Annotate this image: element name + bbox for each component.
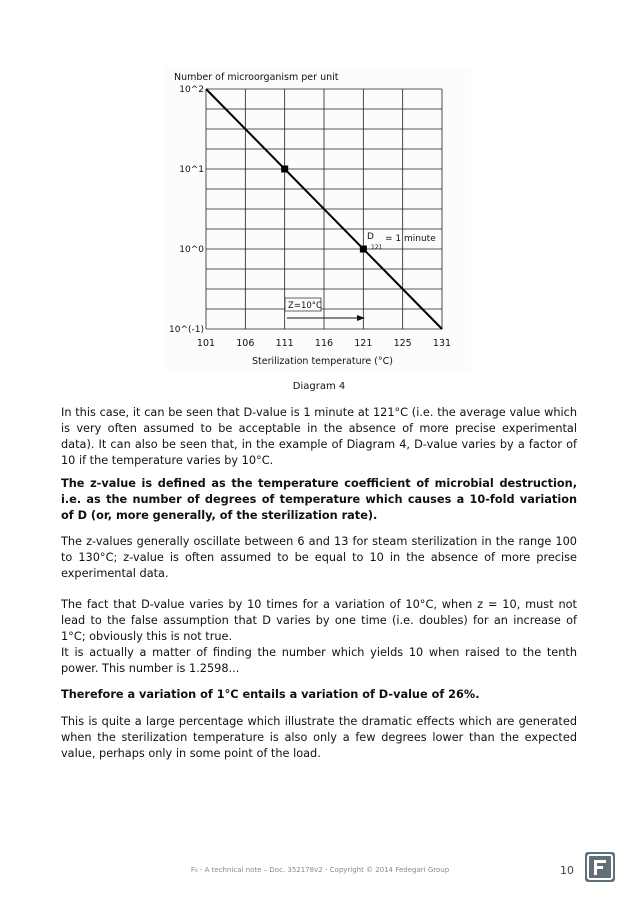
paragraph-text: The z-value is defined as the temperature coefficient of microbial destruction, i.e. as the number of degrees of temperature which causes a 10-fold variation of D (or, more generally, of the sterilization rate). <box>61 477 577 523</box>
d-annotation-letter: D <box>367 232 374 242</box>
y-tick-label: 10^2 <box>179 85 204 95</box>
x-axis-label: Sterilization temperature (°C) <box>252 356 393 367</box>
diagram-figure <box>165 66 471 372</box>
paragraph-text: It is actually a matter of finding the number which yields 10 when raised to the tenth power. This number is 1.2598... <box>61 646 577 676</box>
x-tick-label: 106 <box>236 338 255 349</box>
paragraph-text: Therefore a variation of 1°C entails a variation of D-value of 26%. <box>61 688 480 701</box>
y-tick-label: 10^0 <box>179 245 204 255</box>
data-point-marker <box>281 166 288 173</box>
x-tick-label: 116 <box>314 338 334 349</box>
x-tick-label: 111 <box>275 338 294 349</box>
page-number: 10 <box>560 864 574 877</box>
x-tick-label: 125 <box>393 338 412 349</box>
paragraph-text: The fact that D-value varies by 10 times for a variation of 10°C, when z = 10, must not lead to the false assumption that D varies by one time (i.e. doubles) for an increase of 1°C; obviously this is not true. <box>61 598 577 644</box>
paragraph-d-value <box>61 405 577 469</box>
z-annotation-text: Z=10°C <box>288 301 322 311</box>
d-annotation-subscript: 121 <box>371 244 383 251</box>
paragraph-z-definition <box>61 476 577 524</box>
paragraph-text: In this case, it can be seen that D-value is 1 minute at 121°C (i.e. the average value which is very often assumed to be acceptable in the absence of more precise experimental data). It can also be seen that, in the example of Diagram 4, D-value varies by a factor of 10 if the temperature varies by 10°C. <box>61 406 577 468</box>
figure-caption: Diagram 4 <box>292 381 346 392</box>
d-annotation-text: = 1 minute <box>385 234 436 244</box>
x-tick-label: 101 <box>196 338 216 349</box>
paragraph-text: The z-values generally oscillate between 6 and 13 for steam sterilization in the range 100 to 130°C; z-value is often assumed to be equal to 10 in the absence of more precise experimental data. <box>61 535 577 581</box>
fedegari-logo-icon <box>585 852 615 882</box>
chart-title: Number of microorganism per unit <box>174 72 339 83</box>
data-point-marker <box>360 246 367 253</box>
diagram-chart <box>165 66 471 372</box>
y-tick-label: 10^1 <box>179 165 204 175</box>
paragraph-z-range <box>61 534 577 582</box>
page-footer: F₀ - A technical note – Doc. 352178v2 - Copyright © 2014 Fedegari Group <box>190 866 450 874</box>
paragraph-conclusion <box>61 687 577 703</box>
x-tick-label: 121 <box>354 338 373 349</box>
paragraph-effects <box>61 714 577 762</box>
paragraph-false-assumption <box>61 597 577 677</box>
x-tick-label: 131 <box>432 338 452 349</box>
y-tick-label: 10^(-1) <box>169 325 204 335</box>
paragraph-text: This is quite a large percentage which illustrate the dramatic effects which are generated when the sterilization temperature is also only a few degrees lower than the expected value, perhaps only in some point of the load. <box>61 715 577 761</box>
